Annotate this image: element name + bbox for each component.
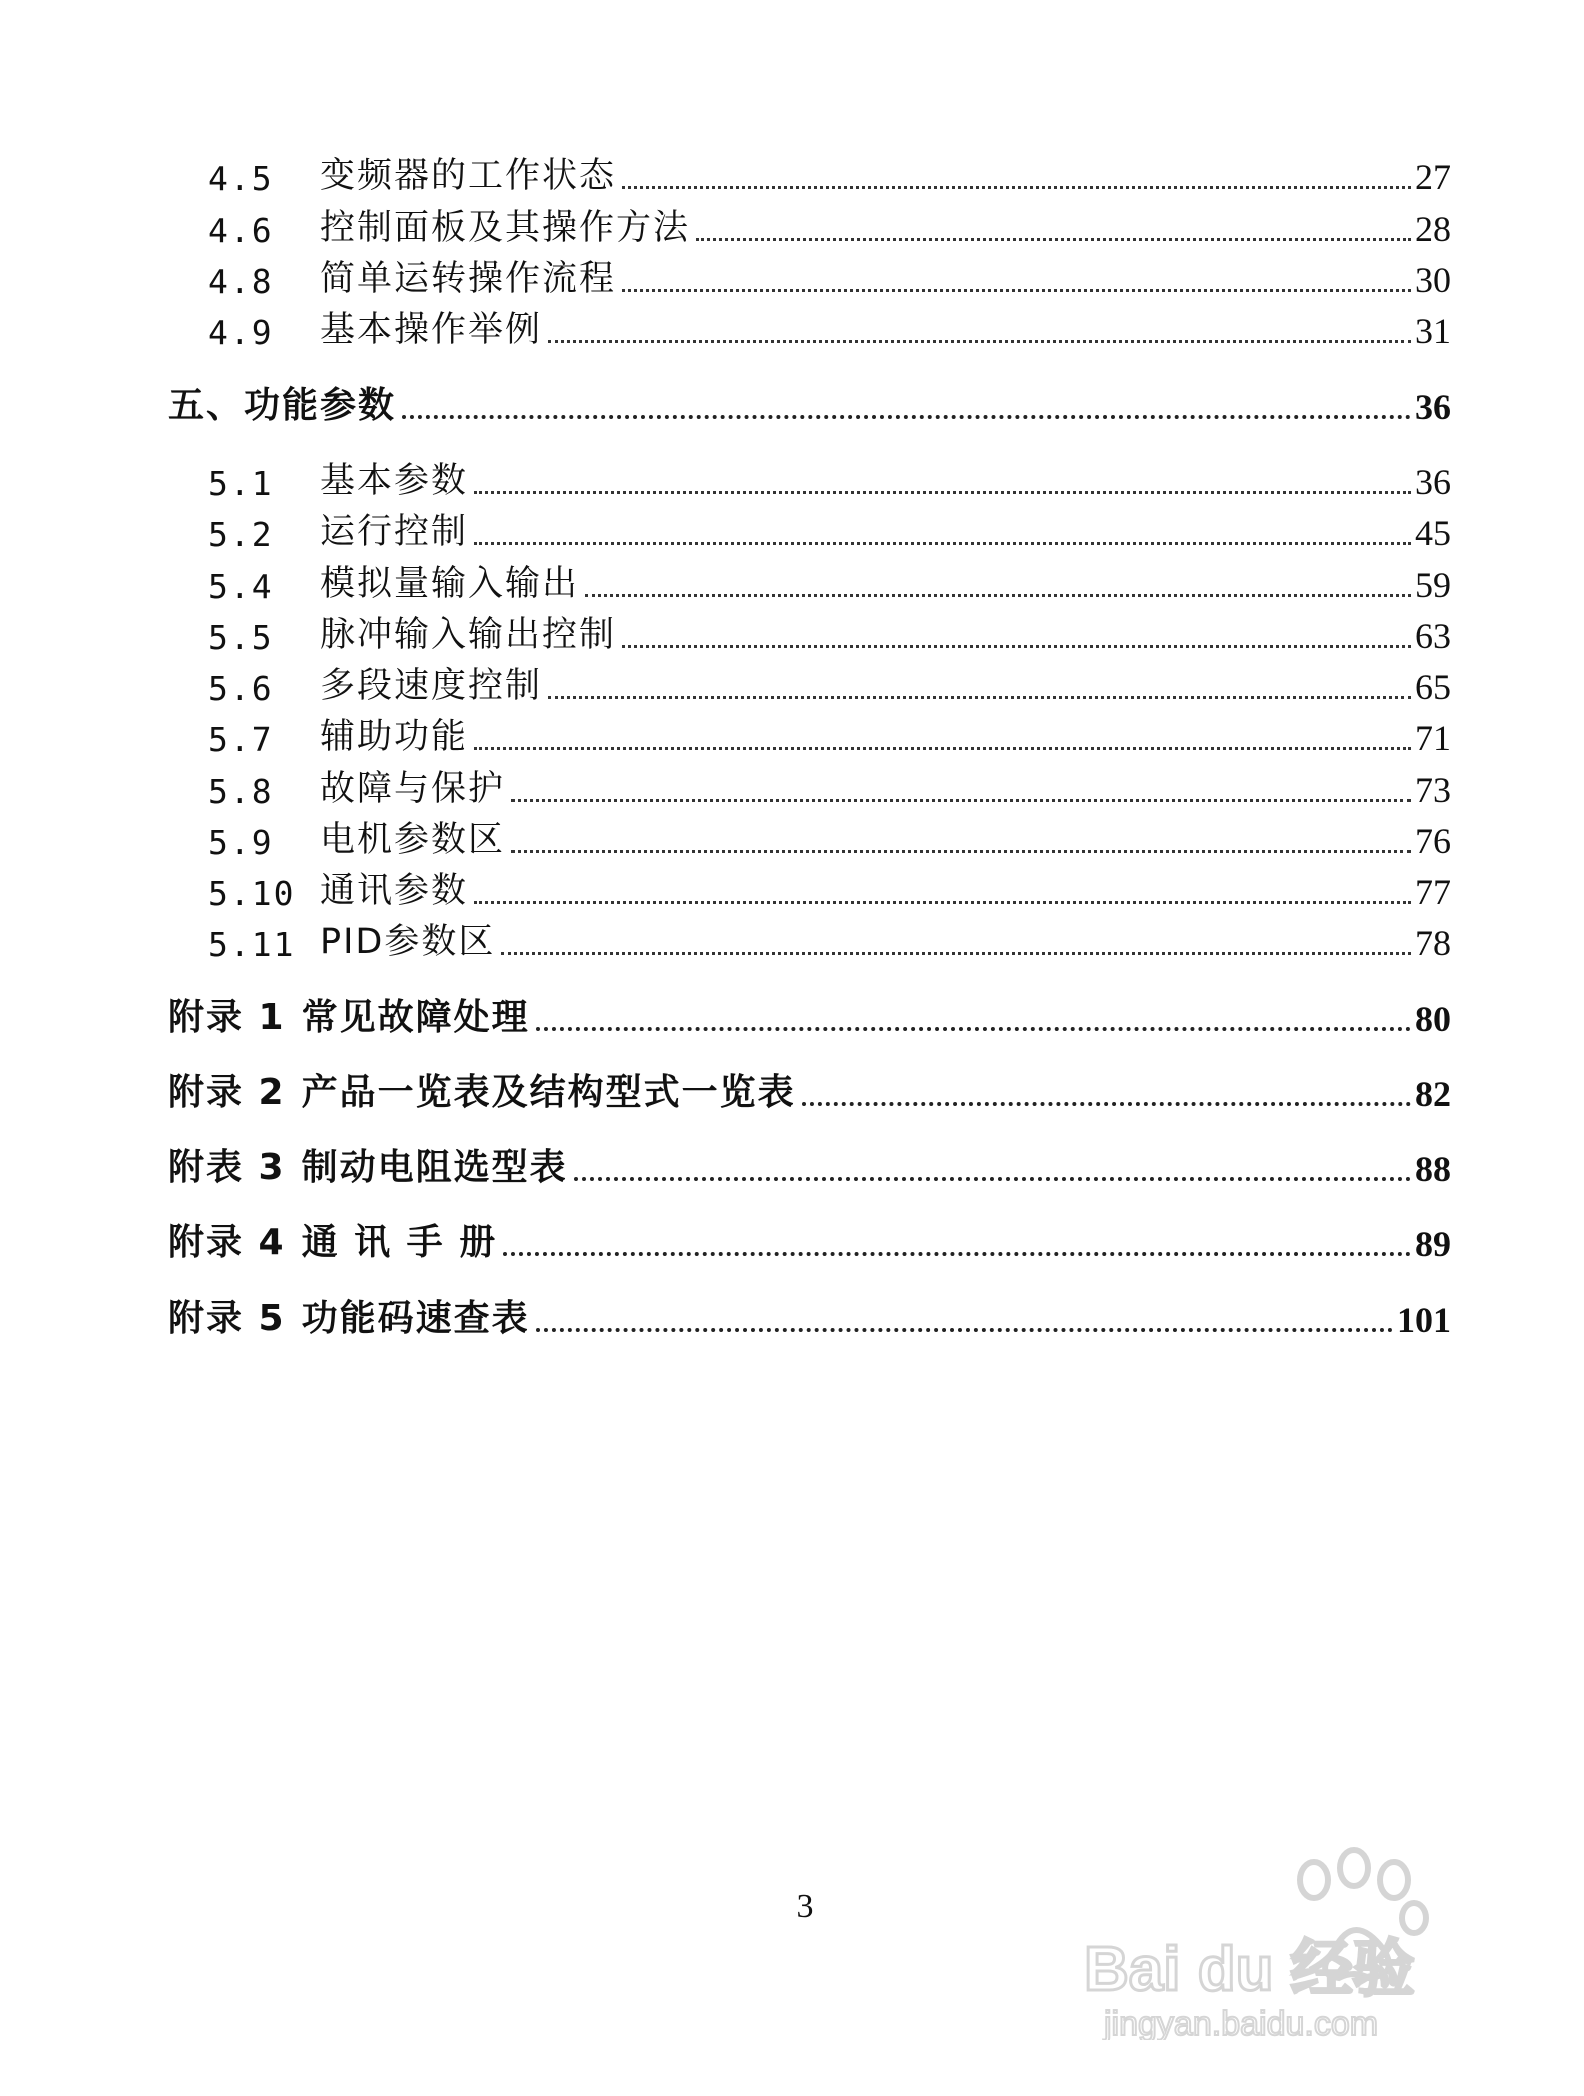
baidu-jingyan-watermark bbox=[1064, 1840, 1484, 2040]
toc-entry-title: 通 讯 手 册 bbox=[301, 1222, 498, 1263]
dot-leader bbox=[585, 594, 1411, 597]
toc-entry-page: 65 bbox=[1415, 667, 1451, 707]
toc-chapter-entry[interactable] bbox=[168, 380, 1451, 428]
toc-entry-title: 运行控制 bbox=[320, 512, 469, 552]
toc-entry-title: 控制面板及其操作方法 bbox=[320, 208, 691, 248]
dot-leader bbox=[574, 1177, 1411, 1181]
toc-appendix-entry[interactable] bbox=[168, 992, 1451, 1040]
toc-entry-page: 73 bbox=[1415, 770, 1451, 810]
toc-entry[interactable] bbox=[208, 611, 1451, 657]
toc-entry-number: 附录 2 bbox=[168, 1072, 286, 1113]
toc-entry[interactable] bbox=[208, 560, 1451, 606]
toc-entry-title: 模拟量输入输出 bbox=[320, 564, 580, 604]
toc-entry[interactable] bbox=[208, 918, 1451, 964]
toc-entry-number: 5.10 bbox=[208, 874, 296, 913]
toc-entry-title: 通讯参数 bbox=[320, 871, 469, 911]
dot-leader bbox=[511, 799, 1411, 802]
toc-entry-title: 基本操作举例 bbox=[320, 310, 543, 350]
toc-entry-number: 4.9 bbox=[208, 313, 274, 352]
toc-entry-page: 30 bbox=[1415, 260, 1451, 300]
toc-entry-page: 45 bbox=[1415, 513, 1451, 553]
toc-entry-title: 电机参数区 bbox=[320, 820, 506, 860]
toc-entry-number: 5.11 bbox=[208, 925, 296, 964]
dot-leader bbox=[474, 542, 1411, 545]
toc-appendix-entry[interactable] bbox=[168, 1142, 1451, 1190]
toc-entry-number: 5.7 bbox=[208, 720, 274, 759]
toc-entry[interactable] bbox=[208, 662, 1451, 708]
toc-entry-page: 63 bbox=[1415, 616, 1451, 656]
dot-leader bbox=[536, 1328, 1393, 1332]
toc-entry-title: 脉冲输入输出控制 bbox=[320, 615, 617, 655]
dot-leader bbox=[622, 289, 1411, 292]
toc-entry-number: 附录 4 bbox=[168, 1222, 286, 1263]
toc-entry-page: 80 bbox=[1415, 999, 1451, 1039]
toc-entry-number: 5.1 bbox=[208, 464, 274, 503]
toc-entry-page: 71 bbox=[1415, 718, 1451, 758]
toc-entry-page: 101 bbox=[1397, 1300, 1451, 1340]
baidu-paw-logo-icon bbox=[1064, 1840, 1484, 2040]
toc-entry-title: 产品一览表及结构型式一览表 bbox=[301, 1072, 796, 1113]
toc-entry-number: 5.5 bbox=[208, 618, 274, 657]
toc-entry-title: 五、功能参数 bbox=[168, 385, 397, 426]
dot-leader bbox=[474, 901, 1411, 904]
toc-entry-page: 82 bbox=[1415, 1074, 1451, 1114]
toc-entry-title: 基本参数 bbox=[320, 461, 469, 501]
dot-leader bbox=[548, 340, 1411, 343]
toc-entry[interactable] bbox=[208, 457, 1451, 503]
toc-entry-page: 28 bbox=[1415, 209, 1451, 249]
dot-leader bbox=[474, 491, 1411, 494]
toc-appendix-entry[interactable] bbox=[168, 1293, 1451, 1341]
toc-entry-title: 常见故障处理 bbox=[301, 997, 530, 1038]
toc-entry-page: 78 bbox=[1415, 923, 1451, 963]
toc-entry-title: PID参数区 bbox=[320, 922, 496, 962]
toc-entry-number: 5.2 bbox=[208, 515, 274, 554]
toc-entry-page: 36 bbox=[1415, 387, 1451, 427]
toc-entry-title: 辅助功能 bbox=[320, 717, 469, 757]
toc-entry[interactable] bbox=[208, 152, 1451, 198]
page-number: 3 bbox=[796, 1888, 814, 1925]
dot-leader bbox=[474, 747, 1411, 750]
dot-leader bbox=[622, 186, 1411, 189]
toc-entry-number: 附录 1 bbox=[168, 997, 286, 1038]
dot-leader bbox=[696, 238, 1411, 241]
toc-entry-number: 5.8 bbox=[208, 772, 274, 811]
toc-entry[interactable] bbox=[208, 204, 1451, 250]
toc-entry[interactable] bbox=[208, 867, 1451, 913]
watermark-logo-text: Bai du 经验 bbox=[1084, 1935, 1415, 2004]
toc-entry-number: 4.8 bbox=[208, 262, 274, 301]
toc-entry-page: 76 bbox=[1415, 821, 1451, 861]
toc-entry-number: 4.5 bbox=[208, 159, 274, 198]
toc-entry[interactable] bbox=[208, 713, 1451, 759]
toc-entry[interactable] bbox=[208, 765, 1451, 811]
dot-leader bbox=[503, 1252, 1411, 1256]
toc-entry[interactable] bbox=[208, 306, 1451, 352]
dot-leader bbox=[622, 645, 1411, 648]
toc-entry-page: 89 bbox=[1415, 1224, 1451, 1264]
toc-entry-title: 多段速度控制 bbox=[320, 666, 543, 706]
dot-leader bbox=[802, 1102, 1411, 1106]
toc-entry-page: 59 bbox=[1415, 565, 1451, 605]
toc-entry-number: 附表 3 bbox=[168, 1147, 286, 1188]
toc-entry-page: 31 bbox=[1415, 311, 1451, 351]
toc-entry-title: 变频器的工作状态 bbox=[320, 156, 617, 196]
toc-entry-title: 简单运转操作流程 bbox=[320, 259, 617, 299]
toc-entry[interactable] bbox=[208, 255, 1451, 301]
toc-appendix-entry[interactable] bbox=[168, 1217, 1451, 1265]
toc-entry-title: 故障与保护 bbox=[320, 769, 506, 809]
dot-leader bbox=[536, 1027, 1411, 1031]
toc-entry-number: 5.9 bbox=[208, 823, 274, 862]
toc-entry-page: 27 bbox=[1415, 157, 1451, 197]
toc-entry-number: 5.6 bbox=[208, 669, 274, 708]
toc-entry-page: 36 bbox=[1415, 462, 1451, 502]
watermark-url-text: jingyan.baidu.com bbox=[1104, 2005, 1379, 2040]
toc-entry-number: 5.4 bbox=[208, 567, 274, 606]
toc-entry-number: 附录 5 bbox=[168, 1298, 286, 1339]
toc-entry[interactable] bbox=[208, 508, 1451, 554]
dot-leader bbox=[548, 696, 1411, 699]
toc-appendix-entry[interactable] bbox=[168, 1067, 1451, 1115]
dot-leader bbox=[402, 415, 1411, 419]
toc-entry[interactable] bbox=[208, 816, 1451, 862]
dot-leader bbox=[501, 952, 1411, 955]
dot-leader bbox=[511, 850, 1411, 853]
toc-entry-page: 88 bbox=[1415, 1149, 1451, 1189]
toc-entry-number: 4.6 bbox=[208, 211, 274, 250]
toc-entry-title: 制动电阻选型表 bbox=[301, 1147, 568, 1188]
toc-entry-title: 功能码速查表 bbox=[301, 1298, 530, 1339]
toc-entry-page: 77 bbox=[1415, 872, 1451, 912]
